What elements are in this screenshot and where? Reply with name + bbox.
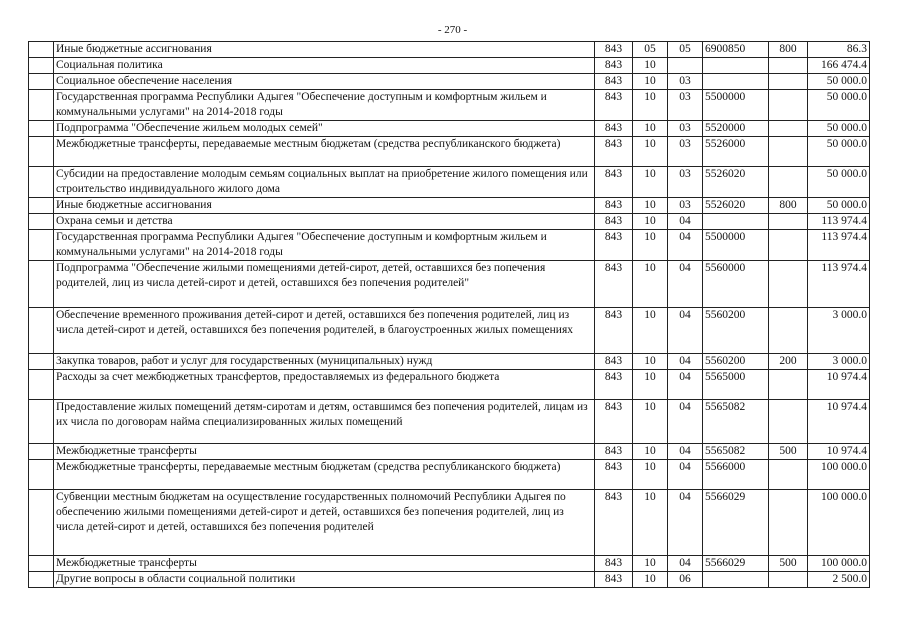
subsection-code: 04 bbox=[668, 460, 703, 490]
subsection-code: 03 bbox=[668, 198, 703, 214]
subsection-code: 04 bbox=[668, 354, 703, 370]
ministry-code: 843 bbox=[595, 230, 633, 261]
amount: 10 974.4 bbox=[808, 444, 870, 460]
ministry-code: 843 bbox=[595, 167, 633, 198]
subsection-code: 04 bbox=[668, 214, 703, 230]
empty-cell bbox=[29, 460, 54, 490]
target-article-code: 5520000 bbox=[703, 121, 769, 137]
item-name: Социальная политика bbox=[54, 58, 595, 74]
subsection-code: 04 bbox=[668, 261, 703, 308]
ministry-code: 843 bbox=[595, 354, 633, 370]
ministry-code: 843 bbox=[595, 556, 633, 572]
table-row bbox=[29, 230, 870, 261]
empty-cell bbox=[29, 137, 54, 167]
target-article-code: 5526020 bbox=[703, 167, 769, 198]
budget-table-body bbox=[29, 42, 870, 588]
table-row bbox=[29, 214, 870, 230]
target-article-code bbox=[703, 58, 769, 74]
section-code: 10 bbox=[633, 261, 668, 308]
amount: 113 974.4 bbox=[808, 214, 870, 230]
expense-type-code: 800 bbox=[769, 198, 808, 214]
empty-cell bbox=[29, 42, 54, 58]
ministry-code: 843 bbox=[595, 198, 633, 214]
page-number: - 270 - bbox=[437, 24, 468, 36]
subsection-code: 05 bbox=[668, 42, 703, 58]
empty-cell bbox=[29, 198, 54, 214]
ministry-code: 843 bbox=[595, 121, 633, 137]
target-article-code: 5500000 bbox=[703, 90, 769, 121]
section-code: 10 bbox=[633, 230, 668, 261]
subsection-code: 04 bbox=[668, 400, 703, 444]
empty-cell bbox=[29, 214, 54, 230]
amount: 50 000.0 bbox=[808, 74, 870, 90]
ministry-code: 843 bbox=[595, 572, 633, 588]
expense-type-code: 500 bbox=[769, 444, 808, 460]
ministry-code: 843 bbox=[595, 42, 633, 58]
target-article-code: 5560000 bbox=[703, 261, 769, 308]
section-code: 10 bbox=[633, 198, 668, 214]
section-code: 05 bbox=[633, 42, 668, 58]
item-name: Субсидии на предоставление молодым семьям социальных выплат на приобретение жилого помещения или строительство индивидуального жилого дома bbox=[54, 167, 595, 198]
table-row bbox=[29, 490, 870, 556]
item-name: Другие вопросы в области социальной политики bbox=[54, 572, 595, 588]
empty-cell bbox=[29, 572, 54, 588]
empty-cell bbox=[29, 444, 54, 460]
target-article-code: 5565082 bbox=[703, 400, 769, 444]
item-name: Охрана семьи и детства bbox=[54, 214, 595, 230]
expense-type-code bbox=[769, 167, 808, 198]
subsection-code: 03 bbox=[668, 90, 703, 121]
expense-type-code bbox=[769, 74, 808, 90]
table-row bbox=[29, 572, 870, 588]
empty-cell bbox=[29, 261, 54, 308]
ministry-code: 843 bbox=[595, 58, 633, 74]
table-row bbox=[29, 444, 870, 460]
table-row bbox=[29, 460, 870, 490]
amount: 100 000.0 bbox=[808, 490, 870, 556]
empty-cell bbox=[29, 74, 54, 90]
empty-cell bbox=[29, 556, 54, 572]
amount: 100 000.0 bbox=[808, 556, 870, 572]
table-row bbox=[29, 556, 870, 572]
expense-type-code bbox=[769, 137, 808, 167]
section-code: 10 bbox=[633, 121, 668, 137]
amount: 3 000.0 bbox=[808, 354, 870, 370]
amount: 113 974.4 bbox=[808, 261, 870, 308]
item-name: Государственная программа Республики Адыгея "Обеспечение доступным и комфортным жильем и коммунальными услугами" на 2014-2018 годы bbox=[54, 230, 595, 261]
item-name: Иные бюджетные ассигнования bbox=[54, 42, 595, 58]
amount: 50 000.0 bbox=[808, 167, 870, 198]
target-article-code: 5566029 bbox=[703, 490, 769, 556]
item-name: Обеспечение временного проживания детей-сирот и детей, оставшихся без попечения родителей, лиц из числа детей-сирот и детей, оставшихся без попечения родителей, в благоустроенных жилых помещениях bbox=[54, 308, 595, 354]
section-code: 10 bbox=[633, 167, 668, 198]
item-name: Подпрограмма "Обеспечение жильем молодых семей" bbox=[54, 121, 595, 137]
ministry-code: 843 bbox=[595, 400, 633, 444]
item-name: Межбюджетные трансферты bbox=[54, 444, 595, 460]
section-code: 10 bbox=[633, 572, 668, 588]
empty-cell bbox=[29, 167, 54, 198]
subsection-code: 04 bbox=[668, 370, 703, 400]
target-article-code: 5560200 bbox=[703, 354, 769, 370]
expense-type-code bbox=[769, 230, 808, 261]
table-row bbox=[29, 58, 870, 74]
amount: 2 500.0 bbox=[808, 572, 870, 588]
subsection-code: 04 bbox=[668, 308, 703, 354]
item-name: Социальное обеспечение населения bbox=[54, 74, 595, 90]
target-article-code: 5526020 bbox=[703, 198, 769, 214]
item-name: Подпрограмма "Обеспечение жилыми помещениями детей-сирот, детей, оставшихся без попечения родителей, лиц из числа детей-сирот и детей, оставшихся без попечения родителей" bbox=[54, 261, 595, 308]
empty-cell bbox=[29, 400, 54, 444]
target-article-code: 5526000 bbox=[703, 137, 769, 167]
empty-cell bbox=[29, 121, 54, 137]
expense-type-code bbox=[769, 572, 808, 588]
amount: 50 000.0 bbox=[808, 137, 870, 167]
ministry-code: 843 bbox=[595, 137, 633, 167]
target-article-code bbox=[703, 214, 769, 230]
subsection-code bbox=[668, 58, 703, 74]
target-article-code: 6900850 bbox=[703, 42, 769, 58]
item-name: Межбюджетные трансферты, передаваемые местным бюджетам (средства республиканского бюджета) bbox=[54, 137, 595, 167]
section-code: 10 bbox=[633, 460, 668, 490]
subsection-code: 04 bbox=[668, 490, 703, 556]
section-code: 10 bbox=[633, 444, 668, 460]
ministry-code: 843 bbox=[595, 74, 633, 90]
expense-type-code bbox=[769, 308, 808, 354]
ministry-code: 843 bbox=[595, 460, 633, 490]
ministry-code: 843 bbox=[595, 308, 633, 354]
subsection-code: 03 bbox=[668, 74, 703, 90]
subsection-code: 03 bbox=[668, 121, 703, 137]
ministry-code: 843 bbox=[595, 214, 633, 230]
item-name: Субвенции местным бюджетам на осуществление государственных полномочий Республики Адыгея по обеспечению жилыми помещениями детей-сирот и детей, оставшихся без попечения родителей, лиц из числа детей-сирот и детей, оставшихся без попечения родителей bbox=[54, 490, 595, 556]
table-row bbox=[29, 121, 870, 137]
subsection-code: 04 bbox=[668, 556, 703, 572]
amount: 50 000.0 bbox=[808, 198, 870, 214]
table-row bbox=[29, 308, 870, 354]
ministry-code: 843 bbox=[595, 370, 633, 400]
item-name: Предоставление жилых помещений детям-сиротам и детям, оставшимся без попечения родителей, лицам из их числа по договорам найма специализированных жилых помещений bbox=[54, 400, 595, 444]
target-article-code: 5565082 bbox=[703, 444, 769, 460]
target-article-code bbox=[703, 74, 769, 90]
expense-type-code bbox=[769, 370, 808, 400]
expense-type-code bbox=[769, 460, 808, 490]
subsection-code: 03 bbox=[668, 137, 703, 167]
amount: 166 474.4 bbox=[808, 58, 870, 74]
expense-type-code bbox=[769, 261, 808, 308]
target-article-code: 5560200 bbox=[703, 308, 769, 354]
ministry-code: 843 bbox=[595, 261, 633, 308]
section-code: 10 bbox=[633, 137, 668, 167]
amount: 10 974.4 bbox=[808, 400, 870, 444]
section-code: 10 bbox=[633, 556, 668, 572]
amount: 86.3 bbox=[808, 42, 870, 58]
section-code: 10 bbox=[633, 58, 668, 74]
table-row bbox=[29, 261, 870, 308]
expense-type-code bbox=[769, 400, 808, 444]
ministry-code: 843 bbox=[595, 90, 633, 121]
target-article-code: 5566029 bbox=[703, 556, 769, 572]
table-row bbox=[29, 354, 870, 370]
budget-table bbox=[28, 41, 870, 588]
subsection-code: 04 bbox=[668, 444, 703, 460]
table-row bbox=[29, 370, 870, 400]
subsection-code: 04 bbox=[668, 230, 703, 261]
amount: 50 000.0 bbox=[808, 90, 870, 121]
ministry-code: 843 bbox=[595, 444, 633, 460]
expense-type-code bbox=[769, 490, 808, 556]
expense-type-code: 500 bbox=[769, 556, 808, 572]
expense-type-code bbox=[769, 121, 808, 137]
section-code: 10 bbox=[633, 370, 668, 400]
expense-type-code: 800 bbox=[769, 42, 808, 58]
item-name: Межбюджетные трансферты, передаваемые местным бюджетам (средства республиканского бюджета) bbox=[54, 460, 595, 490]
section-code: 10 bbox=[633, 90, 668, 121]
subsection-code: 03 bbox=[668, 167, 703, 198]
item-name: Иные бюджетные ассигнования bbox=[54, 198, 595, 214]
amount: 50 000.0 bbox=[808, 121, 870, 137]
expense-type-code bbox=[769, 90, 808, 121]
empty-cell bbox=[29, 354, 54, 370]
empty-cell bbox=[29, 230, 54, 261]
section-code: 10 bbox=[633, 490, 668, 556]
amount: 100 000.0 bbox=[808, 460, 870, 490]
table-row bbox=[29, 198, 870, 214]
item-name: Закупка товаров, работ и услуг для государственных (муниципальных) нужд bbox=[54, 354, 595, 370]
target-article-code: 5566000 bbox=[703, 460, 769, 490]
section-code: 10 bbox=[633, 74, 668, 90]
table-row bbox=[29, 42, 870, 58]
target-article-code: 5565000 bbox=[703, 370, 769, 400]
target-article-code bbox=[703, 572, 769, 588]
expense-type-code: 200 bbox=[769, 354, 808, 370]
expense-type-code bbox=[769, 58, 808, 74]
subsection-code: 06 bbox=[668, 572, 703, 588]
section-code: 10 bbox=[633, 214, 668, 230]
expense-type-code bbox=[769, 214, 808, 230]
empty-cell bbox=[29, 58, 54, 74]
target-article-code: 5500000 bbox=[703, 230, 769, 261]
item-name: Межбюджетные трансферты bbox=[54, 556, 595, 572]
item-name: Расходы за счет межбюджетных трансфертов, предоставляемых из федерального бюджета bbox=[54, 370, 595, 400]
section-code: 10 bbox=[633, 400, 668, 444]
table-row bbox=[29, 137, 870, 167]
table-row bbox=[29, 400, 870, 444]
table-row bbox=[29, 74, 870, 90]
section-code: 10 bbox=[633, 308, 668, 354]
amount: 3 000.0 bbox=[808, 308, 870, 354]
empty-cell bbox=[29, 370, 54, 400]
amount: 10 974.4 bbox=[808, 370, 870, 400]
item-name: Государственная программа Республики Адыгея "Обеспечение доступным и комфортным жильем и коммунальными услугами" на 2014-2018 годы bbox=[54, 90, 595, 121]
empty-cell bbox=[29, 90, 54, 121]
table-row bbox=[29, 90, 870, 121]
amount: 113 974.4 bbox=[808, 230, 870, 261]
empty-cell bbox=[29, 490, 54, 556]
empty-cell bbox=[29, 308, 54, 354]
ministry-code: 843 bbox=[595, 490, 633, 556]
section-code: 10 bbox=[633, 354, 668, 370]
table-row bbox=[29, 167, 870, 198]
